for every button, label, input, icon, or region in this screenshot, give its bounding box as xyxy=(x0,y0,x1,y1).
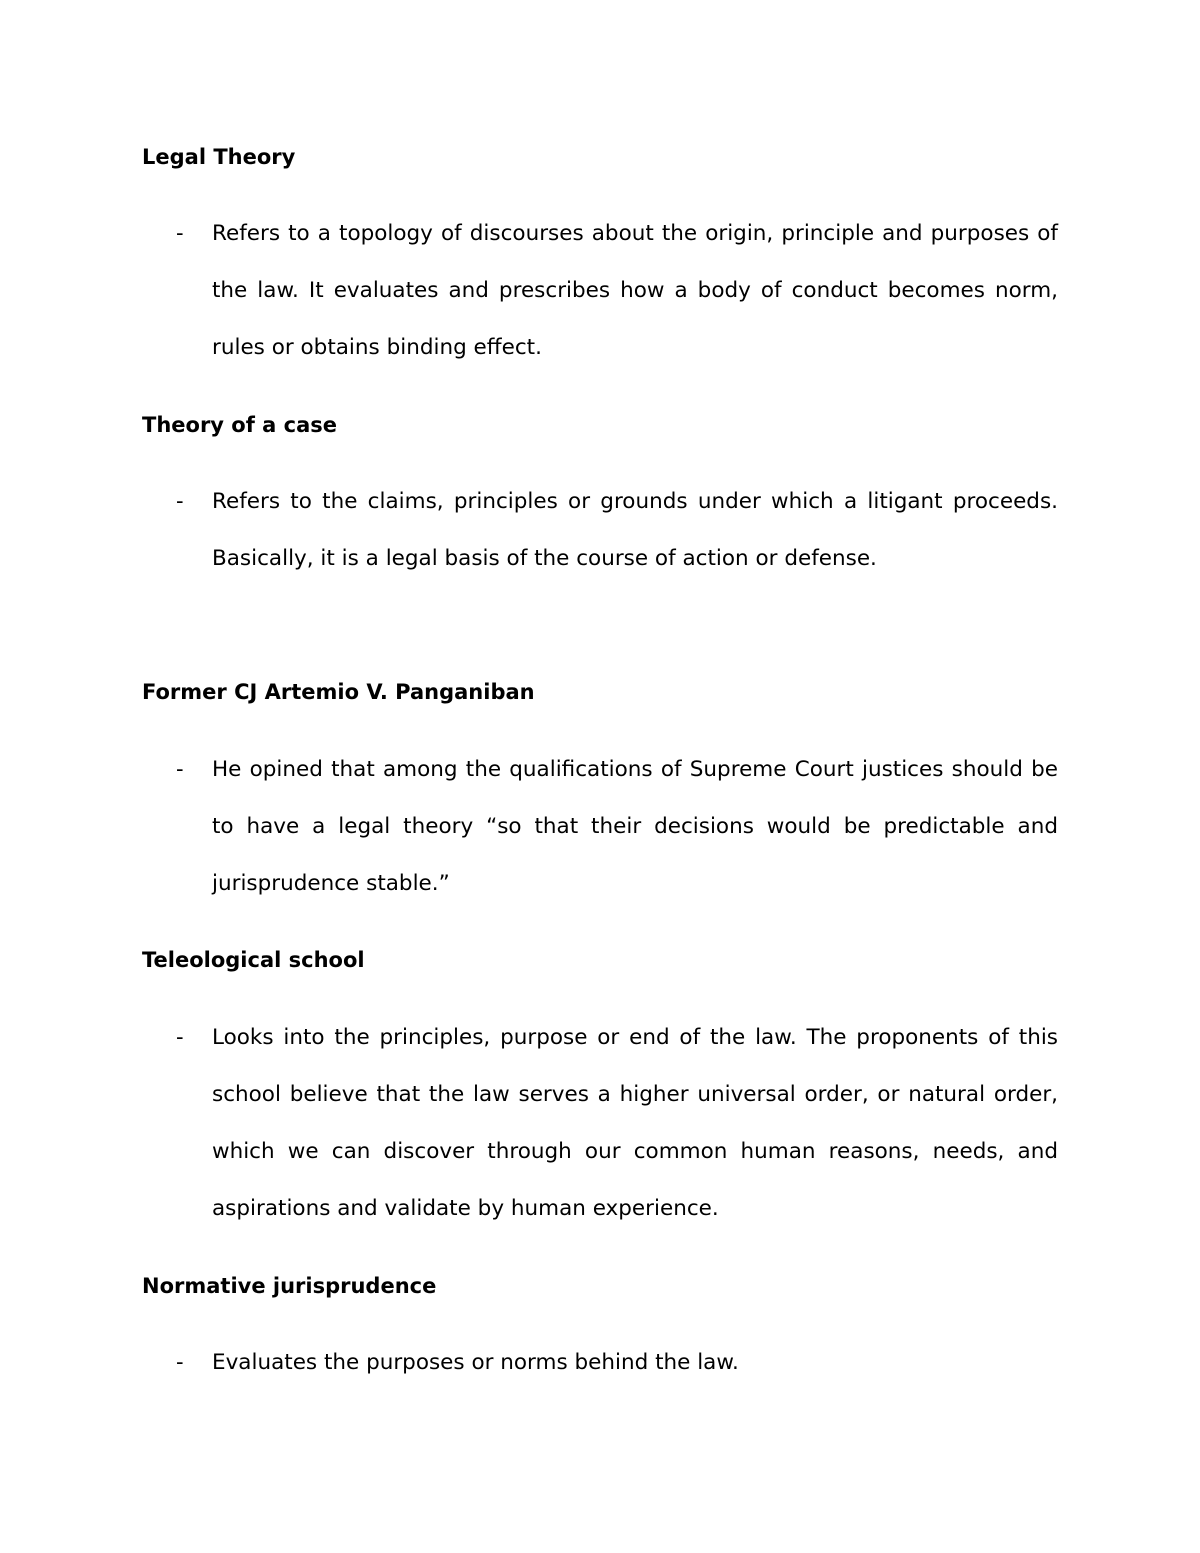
dash-marker: - xyxy=(176,221,184,245)
dash-marker: - xyxy=(176,757,184,781)
bullet-item xyxy=(142,205,1058,376)
dash-marker: - xyxy=(176,1350,184,1374)
section-heading-theory-of-a-case: Theory of a case xyxy=(142,413,338,437)
bullet-item xyxy=(142,1009,1058,1237)
section-heading-legal-theory: Legal Theory xyxy=(142,145,296,169)
bullet-text: Evaluates the purposes or norms behind the law. xyxy=(212,1350,739,1375)
bullet-item xyxy=(142,1334,1058,1391)
bullet-text: Refers to a topology of discourses about the origin, principle and purposes of the law. It evaluates and prescribes how a body of conduct becomes norm, rules or obtains binding effect. xyxy=(212,221,1058,360)
bullet-item xyxy=(142,473,1058,587)
bullet-item xyxy=(142,741,1058,912)
section-heading-panganiban: Former CJ Artemio V. Panganiban xyxy=(142,680,535,704)
bullet-text: He opined that among the qualifications of Supreme Court justices should be to have a legal theory “so that their decisions would be predictable and jurisprudence stable.” xyxy=(212,757,1058,896)
section-heading-teleological-school: Teleological school xyxy=(142,948,365,972)
dash-marker: - xyxy=(176,1025,184,1049)
section-heading-normative-jurisprudence: Normative jurisprudence xyxy=(142,1274,437,1298)
dash-marker: - xyxy=(176,489,184,513)
bullet-text: Looks into the principles, purpose or end of the law. The proponents of this school believe that the law serves a higher universal order, or natural order, which we can discover through our common human reasons, needs, and aspirations and validate by human experience. xyxy=(212,1025,1058,1221)
bullet-text: Refers to the claims, principles or grounds under which a litigant proceeds. Basically, it is a legal basis of the course of action or defense. xyxy=(212,489,1058,571)
